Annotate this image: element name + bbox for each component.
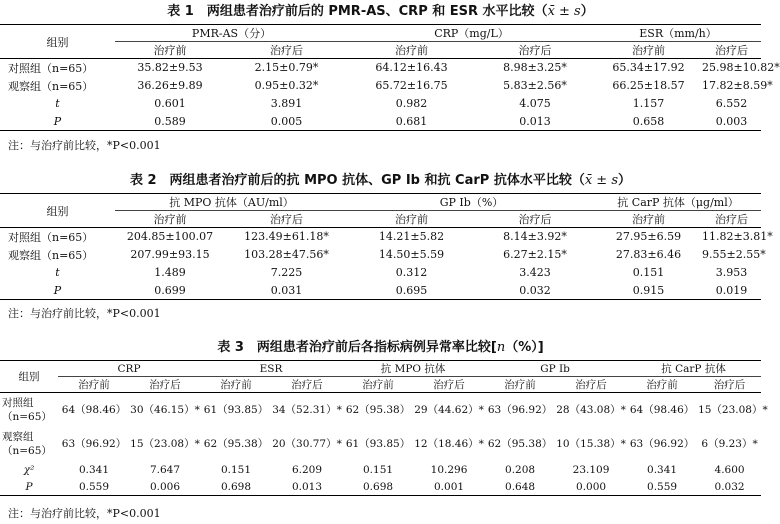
table-cell: 3.891 xyxy=(270,97,303,110)
table2-colgroup-gp1b: GP Ⅰb（%） xyxy=(348,194,595,211)
table1-colgroup-crp: CRP（mg/L） xyxy=(348,25,595,42)
table3-colgroup-mpo: 抗 MPO 抗体 xyxy=(342,361,484,377)
table1-group-header: 组别 xyxy=(0,25,115,59)
table3-colgroup-esr: ESR xyxy=(200,361,342,377)
table-cell: 0.341 xyxy=(647,463,678,476)
table-cell: 10.296 xyxy=(430,463,468,476)
table1-title-stat: x̄ ± s xyxy=(547,4,581,19)
table3-colgroup-gp1b: GP Ⅰb xyxy=(484,361,626,377)
table-cell: 29（44.62）* xyxy=(414,404,484,417)
table-cell: 65.72±16.75 xyxy=(375,79,448,92)
table2 xyxy=(0,193,773,300)
row-label: P xyxy=(53,114,62,128)
table3-subheader: 治疗前 xyxy=(484,377,556,393)
table-cell: 207.99±93.15 xyxy=(130,248,210,261)
table-cell: 64（98.46） xyxy=(629,404,695,417)
table-cell: 63（96.92） xyxy=(629,438,695,450)
table-cell: 61（93.85） xyxy=(345,438,411,450)
table-cell: 10（15.38）* xyxy=(556,438,626,450)
table-cell: 15（23.08）* xyxy=(130,438,200,450)
table1-subheader: 治疗前 xyxy=(115,42,225,59)
table3-subheader: 治疗前 xyxy=(200,377,272,393)
table1-note: 注：与治疗前比较，*P<0.001 xyxy=(8,139,161,152)
row-label: 对照组（n=65） xyxy=(8,61,94,75)
table-cell: 0.031 xyxy=(270,283,303,297)
table-cell: 27.95±6.59 xyxy=(615,230,682,244)
table-cell: 62（95.38） xyxy=(345,404,411,417)
table2-title-stat: x̄ ± s xyxy=(584,173,618,188)
table3-subheader: 治疗后 xyxy=(272,377,342,393)
table-cell: 63（96.92） xyxy=(61,438,127,450)
table-cell: 0.001 xyxy=(434,480,465,493)
table2-title-suffix: ） xyxy=(618,173,632,188)
table1-subheader: 治疗前 xyxy=(595,42,702,59)
table-row xyxy=(0,461,761,479)
table2-note: 注：与治疗前比较，*P<0.001 xyxy=(8,307,161,320)
table2-subheader: 治疗前 xyxy=(348,211,475,228)
table3-subheader: 治疗后 xyxy=(556,377,626,393)
table-cell: 0.698 xyxy=(363,480,394,493)
table-cell: 5.83±2.56* xyxy=(503,79,567,92)
table-cell: 0.032 xyxy=(519,283,551,297)
table-cell: 30（46.15）* xyxy=(130,404,200,417)
table-cell: 0.681 xyxy=(395,114,428,128)
table-cell: 0.005 xyxy=(270,114,303,128)
table1-title-suffix: ） xyxy=(580,4,594,19)
table-row xyxy=(0,59,761,77)
row-label: 对照组（n=65） xyxy=(8,230,94,244)
table-cell: 35.82±9.53 xyxy=(137,61,203,75)
table-cell: 27.83±6.46 xyxy=(615,248,682,261)
table-row xyxy=(0,95,761,113)
table-cell: 103.28±47.56* xyxy=(244,248,329,261)
table-cell: 0.013 xyxy=(291,480,323,493)
table-cell: 14.50±5.59 xyxy=(378,248,445,261)
table-cell: 1.489 xyxy=(154,266,186,279)
row-label: 观察组（n=65） xyxy=(8,248,94,262)
table2-subheader: 治疗后 xyxy=(702,211,761,228)
table-cell: 36.26±9.89 xyxy=(137,79,203,92)
table3-title xyxy=(0,340,761,356)
table-cell: 62（95.38） xyxy=(203,438,269,450)
table-cell: 0.915 xyxy=(632,283,665,297)
table-cell: 6.552 xyxy=(715,97,748,110)
table-cell: 28（43.08）* xyxy=(556,404,626,417)
table-cell: 3.953 xyxy=(715,266,748,279)
table1-colgroup-pmr: PMR-AS（分） xyxy=(115,25,348,42)
table-cell: 0.032 xyxy=(714,480,745,493)
table-row xyxy=(0,113,761,131)
table-cell: 0.658 xyxy=(632,114,665,128)
table-cell: 62（95.38） xyxy=(487,438,553,450)
table-row xyxy=(0,282,761,300)
table-row xyxy=(0,77,761,95)
table3-colgroup-carp: 抗 CarP 抗体 xyxy=(626,361,761,377)
table-cell: 4.075 xyxy=(519,97,551,110)
row-label: 对照组（n=65） xyxy=(2,396,52,423)
table-cell: 25.98±10.82* xyxy=(702,61,780,75)
table-cell: 15（23.08）* xyxy=(698,404,768,417)
table3-subheader: 治疗后 xyxy=(698,377,761,393)
table-cell: 12（18.46）* xyxy=(414,438,484,450)
table-cell: 9.55±2.55* xyxy=(702,248,766,261)
table-cell: 8.14±3.92* xyxy=(503,230,567,244)
table2-title-text: 表 2 两组患者治疗前后的抗 MPO 抗体、GP Ⅰb 和抗 CarP 抗体水平比较（ xyxy=(129,173,585,188)
table-cell: 23.109 xyxy=(572,463,610,476)
table3-subheader: 治疗前 xyxy=(58,377,130,393)
table-cell: 0.151 xyxy=(632,266,665,279)
table-cell: 0.648 xyxy=(505,480,536,493)
table3-note: 注：与治疗前比较，*P<0.001 xyxy=(8,507,161,520)
table3-colgroup-crp: CRP xyxy=(58,361,200,377)
table-cell: 3.423 xyxy=(519,266,551,279)
table2-subheader: 治疗前 xyxy=(115,211,225,228)
table-cell: 65.34±17.92 xyxy=(612,61,685,75)
row-label: 观察组（n=65） xyxy=(2,430,52,457)
table-cell: 8.98±3.25* xyxy=(503,61,567,75)
table3 xyxy=(0,360,768,496)
table-cell: 1.157 xyxy=(632,97,665,110)
table3-title-text: 表 3 两组患者治疗前后各指标病例异常率比较[ xyxy=(217,340,497,355)
table-row xyxy=(0,228,761,246)
table-cell: 0.312 xyxy=(395,266,428,279)
table2-title xyxy=(0,173,761,189)
table-cell: 64.12±16.43 xyxy=(375,61,448,75)
table-cell: 123.49±61.18* xyxy=(244,230,329,244)
table-cell: 0.000 xyxy=(576,480,607,493)
table-cell: 66.25±18.57 xyxy=(612,79,685,92)
row-label: t xyxy=(55,97,60,110)
table-cell: 0.013 xyxy=(519,114,551,128)
table-cell: 34（52.31）* xyxy=(272,404,342,417)
row-label: χ² xyxy=(23,463,35,476)
table-cell: 11.82±3.81* xyxy=(702,230,773,244)
table1-subheader: 治疗后 xyxy=(475,42,595,59)
table-cell: 0.559 xyxy=(78,480,110,493)
table-cell: 64（98.46） xyxy=(61,404,127,417)
table-cell: 0.208 xyxy=(505,463,536,476)
table-cell: 6（9.23）* xyxy=(701,438,758,450)
table-cell: 17.82±8.59* xyxy=(702,79,773,92)
table1-subheader: 治疗后 xyxy=(702,42,761,59)
table-cell: 2.15±0.79* xyxy=(254,61,319,75)
table-cell: 4.600 xyxy=(714,463,745,476)
table-cell: 61（93.85） xyxy=(203,404,269,417)
table-cell: 14.21±5.82 xyxy=(378,230,445,244)
table-cell: 0.151 xyxy=(363,463,394,476)
table-row xyxy=(0,427,761,461)
table1-title xyxy=(0,4,761,20)
table3-title-suffix: （%）] xyxy=(505,340,544,355)
table-cell: 6.27±2.15* xyxy=(503,248,567,261)
table3-group-header: 组别 xyxy=(0,361,58,393)
table-cell: 0.601 xyxy=(154,97,186,110)
row-label: t xyxy=(55,266,60,279)
table-cell: 0.589 xyxy=(154,114,186,128)
table1-colgroup-esr: ESR（mm/h） xyxy=(595,25,761,42)
table-cell: 0.151 xyxy=(220,463,252,476)
table-cell: 0.95±0.32* xyxy=(254,79,319,92)
table-row xyxy=(0,264,761,282)
table-row xyxy=(0,246,761,264)
table-cell: 204.85±100.07 xyxy=(126,230,214,244)
table2-colgroup-carp: 抗 CarP 抗体（μg/ml） xyxy=(595,194,761,211)
table1-title-text: 表 1 两组患者治疗前后的 PMR-AS、CRP 和 ESR 水平比较（ xyxy=(167,4,548,19)
table3-title-stat: n xyxy=(496,340,506,355)
table-row xyxy=(0,393,761,427)
table2-subheader: 治疗前 xyxy=(595,211,702,228)
row-label: 观察组（n=65） xyxy=(8,79,94,93)
table-cell: 0.982 xyxy=(395,97,428,110)
table-cell: 0.019 xyxy=(715,283,748,297)
table-cell: 0.699 xyxy=(154,283,186,297)
table2-subheader: 治疗后 xyxy=(475,211,595,228)
table2-subheader: 治疗后 xyxy=(225,211,348,228)
table1-subheader: 治疗后 xyxy=(225,42,348,59)
table-cell: 0.341 xyxy=(78,463,110,476)
table3-subheader: 治疗后 xyxy=(414,377,484,393)
table-cell: 0.003 xyxy=(715,114,748,128)
table-cell: 6.209 xyxy=(291,463,323,476)
row-label: P xyxy=(25,480,33,493)
table-cell: 0.559 xyxy=(647,480,678,493)
table-cell: 0.695 xyxy=(395,283,428,297)
table1-subheader: 治疗前 xyxy=(348,42,475,59)
table-cell: 7.647 xyxy=(149,463,181,476)
table-cell: 20（30.77）* xyxy=(272,438,342,450)
table-cell: 63（96.92） xyxy=(487,404,553,417)
table3-subheader: 治疗前 xyxy=(626,377,698,393)
table2-group-header: 组别 xyxy=(0,194,115,228)
table-cell: 7.225 xyxy=(270,266,303,279)
row-label: P xyxy=(53,283,62,297)
table2-colgroup-mpo: 抗 MPO 抗体（AU/ml） xyxy=(115,194,348,211)
table-cell: 0.006 xyxy=(149,480,181,493)
table3-subheader: 治疗前 xyxy=(342,377,414,393)
table-cell: 0.698 xyxy=(220,480,252,493)
table3-subheader: 治疗后 xyxy=(130,377,200,393)
table-row xyxy=(0,479,761,496)
table1 xyxy=(0,24,780,131)
